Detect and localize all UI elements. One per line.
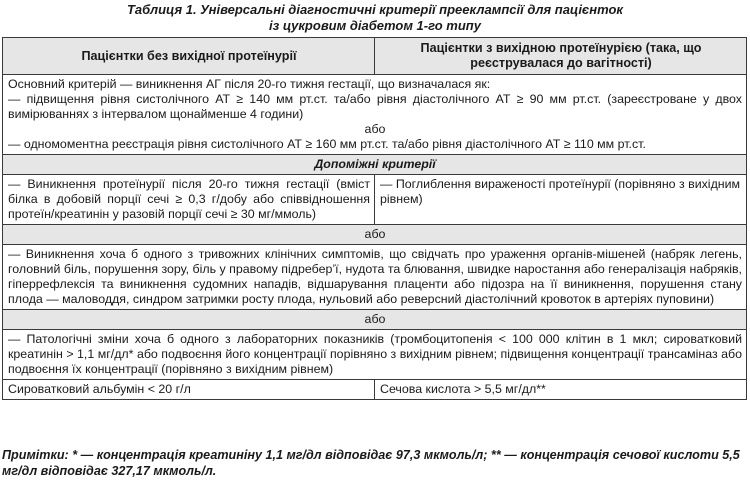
- or-separator-2: або: [3, 310, 747, 330]
- header-row: [3, 38, 747, 75]
- table-notes: Примітки: * — концентрація креатиніну 1,1 мг/дл відповідає 97,3 мкмоль/л; ** — концентрація сечової кислоти 5,5 мг/дл відповідає 327,17 мкмоль/л.: [2, 448, 740, 478]
- albumin-uric-row: [3, 380, 747, 400]
- header-no-proteinuria: Пацієнтки без вихідної протеїнурії: [3, 38, 375, 75]
- serum-albumin-cell: Сироватковий альбумін < 20 г/л: [3, 380, 375, 400]
- or-row-1: [3, 225, 747, 245]
- criteria-table: [2, 37, 747, 400]
- main-criterion-intro: Основний критерій — виникнення АГ після 20-го тижня гестації, що визначалася як:: [8, 77, 491, 91]
- main-criterion-point-2: — одномоментна реєстрація рівня систолічного АТ ≥ 160 мм рт.ст. та/або рівня діастолічного АТ ≥ 110 мм рт.ст.: [8, 137, 646, 151]
- clinical-symptoms-cell: — Виникнення хоча б одного з тривожних клінічних симптомів, що свідчать про ураження органів-мішеней (набряк легень, головний біль, порушення зору, біль у правому підребер’ї, нудота та блювання, швидке наростання або генералізація набряків, гіперрефлексія та виникнення судомних нападів, відшарування плаценти або підозра на її виникнення, порушення стану плода — маловоддя, синдром затримки росту плода, нульовий або реверсний діастолічний кровоток в артеріях пуповини): [3, 245, 747, 310]
- caption-line-2: із цукровим діабетом 1-го типу: [269, 18, 481, 33]
- main-criterion-or: або: [364, 122, 386, 136]
- or-separator-1: або: [3, 225, 747, 245]
- aux-title-row: [3, 155, 747, 175]
- uric-acid-cell: Сечова кислота > 5,5 мг/дл**: [375, 380, 747, 400]
- header-with-proteinuria: Пацієнтки з вихідною протеїнурією (така, що реєструвалася до вагітності): [375, 38, 747, 75]
- main-criterion-row: [3, 75, 747, 155]
- proteinuria-new-cell: — Виникнення протеїнурії після 20-го тижня гестації (вміст білка в добовій порції сечі ≥ 0,3 г/добу або співвідношення протеїн/креатинін у разовій порції сечі ≥ 30 мг/ммоль): [3, 175, 375, 225]
- labs-row: [3, 330, 747, 380]
- main-criterion-point-1: — підвищення рівня систолічного АТ ≥ 140 мм рт.ст. та/або рівня діастолічного АТ ≥ 90 мм рт.ст. (зареєстроване у двох вимірюваннях з інтервалом щонайменше 4 години): [8, 92, 742, 121]
- lab-findings-cell: — Патологічні зміни хоча б одного з лабораторних показників (тромбоцитопенія < 100 000 клітин в 1 мкл; сироватковий креатинін > 1,1 мг/дл* або подвоєння його концентрації порівняно з вихідним рівнем; підвищення концентрації трансаміназ або подвоєння їх концентрації (порівняно з вихідним рівнем): [3, 330, 747, 380]
- proteinuria-worsening-cell: — Поглиблення вираженості протеїнурії (порівняно з вихідним рівнем): [375, 175, 747, 225]
- symptoms-row: [3, 245, 747, 310]
- caption-line-1: Таблиця 1. Універсальні діагностичні критерії прееклампсії для пацієнток: [126, 2, 624, 17]
- table-caption: [0, 2, 750, 34]
- aux-criteria-title: Допоміжні критерії: [3, 155, 747, 175]
- main-criterion-cell: [3, 75, 747, 155]
- proteinuria-row: [3, 175, 747, 225]
- or-row-2: [3, 310, 747, 330]
